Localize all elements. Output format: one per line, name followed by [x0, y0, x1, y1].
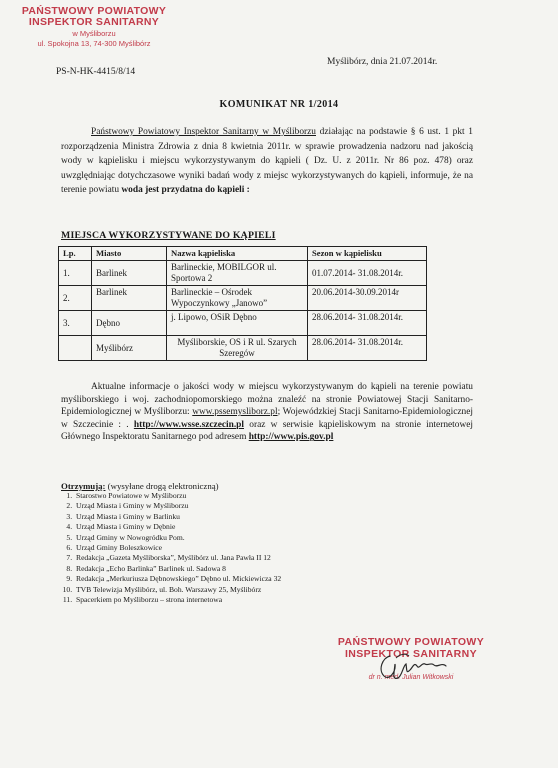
intro-paragraph [61, 125, 473, 198]
header-name: Nazwa kąpieliska [167, 247, 308, 261]
stamp-line-2: INSPEKTOR SANITARNY [344, 648, 478, 660]
wsse-link[interactable]: http://www.wsse.szczecin.pl [133, 419, 245, 430]
cell-name: Myśliborskie, OS i R ul. Szarych Szeregów [167, 336, 308, 361]
recipients-note: (wysyłane drogą elektroniczną) [105, 481, 219, 491]
header-season: Sezon w kąpielisku [308, 247, 427, 261]
list-item: 8. Redakcja „Echo Barlinka” Barlinek ul. Sadowa 8 [74, 564, 404, 574]
stamp-signatory: dr n. med. Julian Witkowski [368, 674, 454, 681]
cell-season: 20.06.2014-30.09.2014r [308, 286, 427, 311]
cell-lp: 3. [59, 311, 92, 336]
list-item: 2. Urząd Miasta i Gminy w Myśliborzu [74, 501, 404, 511]
cell-season: 01.07.2014- 31.08.2014r. [308, 261, 427, 286]
pss-link[interactable]: www.pssemysliborz.pl [192, 407, 278, 418]
list-item: 11. Spacerkiem po Myśliborzu – strona internetowa [74, 595, 404, 605]
cell-lp [59, 336, 92, 361]
info-text-2: ; Wojewódzkiej Stacji Sanitarno-Epidemiologicznej w Szczecinie : . [61, 407, 473, 430]
conclusion-text: woda jest przydatna do kąpieli : [121, 185, 250, 196]
list-item: 1. Starostwo Powiatowe w Myśliborzu [74, 491, 404, 501]
cell-name: Barlineckie, MOBILGOR ul. Sportowa 2 [167, 261, 308, 286]
pis-link[interactable]: http://www.pis.gov.pl [248, 432, 334, 443]
table-row [59, 261, 427, 286]
document-title: KOMUNIKAT NR 1/2014 [219, 99, 339, 110]
stamp-line-3: w Myśliborzu [72, 29, 116, 39]
list-item: 9. Redakcja „Merkuriusza Dębnowskiego” Dębno ul. Mickiewicza 32 [74, 574, 404, 584]
cell-city: Barlinek [92, 286, 167, 311]
cell-city: Dębno [92, 311, 167, 336]
header-city: Miasto [92, 247, 167, 261]
place-and-date: Myślibórz, dnia 21.07.2014r. [327, 57, 438, 67]
list-item: 7. Redakcja „Gazeta Myśliborska”, Myślibórz ul. Jana Pawła II 12 [74, 553, 404, 563]
recipients-list [56, 491, 404, 605]
info-text-3: oraz w serwisie kąpieliskowym na stronie internetowej Głównego Inspektoratu Sanitarnego pod adresem [61, 419, 473, 443]
inspector-stamp [14, 6, 174, 48]
table-header-row [59, 247, 427, 261]
stamp-line-1: PAŃSTWOWY POWIATOWY [21, 5, 167, 17]
stamp-line-1: PAŃSTWOWY POWIATOWY [337, 636, 485, 648]
table-row [59, 336, 427, 361]
list-item: 3. Urząd Miasta i Gminy w Barlinku [74, 512, 404, 522]
cell-name: j. Lipowo, OSiR Dębno [167, 311, 308, 336]
issuer-name: Państwowy Powiatowy Inspektor Sanitarny w Myśliborzu [91, 127, 316, 137]
recipients-label: Otrzymują: [61, 481, 106, 491]
list-item: 6. Urząd Gminy Boleszkowice [74, 543, 404, 553]
cell-season: 28.06.2014- 31.08.2014r. [308, 311, 427, 336]
handwritten-signature [376, 650, 456, 684]
cell-name: Barlineckie – Ośrodek Wypoczynkowy „Janowo” [167, 286, 308, 311]
cell-lp: 2. [59, 286, 92, 311]
cell-city: Myślibórz [92, 336, 167, 361]
info-paragraph [61, 381, 473, 444]
section-title: MIEJSCA WYKORZYSTYWANE DO KĄPIELI [61, 230, 276, 241]
table-row [59, 311, 427, 336]
stamp-line-4: ul. Spokojna 13, 74-300 Myślibórz [37, 38, 151, 48]
recipients-heading [61, 481, 219, 491]
cell-city: Barlinek [92, 261, 167, 286]
reference-number: PS-N-HK-4415/8/14 [56, 67, 136, 77]
table-row [59, 286, 427, 311]
header-lp: Lp. [59, 247, 92, 261]
list-item: 5. Urząd Gminy w Nowogródku Pom. [74, 533, 404, 543]
list-item: 4. Urząd Miasta i Gminy w Dębnie [74, 522, 404, 532]
intro-text: działając na podstawie § 6 ust. 1 pkt 1 rozporządzenia Ministra Zdrowia z dnia 8 kwietnia 2011r. w sprawie prowadzenia nadzoru nad jakością wody w kąpielisku i miejscu wykorzystywanym do kąpieli ( Dz. U. z 2011r. Nr 86 poz. 478) oraz uwzględniając dotychczasowe wyniki badań wody z miejsc wykorzystywanych do kąpieli, informuje, że na terenie powiatu [61, 127, 473, 196]
info-text-1: Aktualne informacje o jakości wody w miejscu wykorzystywanym do kąpieli na terenie powiatu myśliborskiego i woj. zachodniopomorskiego można znaleźć na stronie Powiatowej Stacji Sanitarno-Epidemiologicznej w Myśliborzu: [61, 382, 473, 418]
cell-lp: 1. [59, 261, 92, 286]
list-item: 10. TVB Telewizja Myślibórz, ul. Boh. Warszawy 25, Myślibórz [74, 585, 404, 595]
cell-season: 28.06.2014- 31.08.2014r. [308, 336, 427, 361]
bathing-places-table [58, 246, 427, 361]
stamp-line-2: INSPEKTOR SANITARNY [28, 16, 160, 29]
